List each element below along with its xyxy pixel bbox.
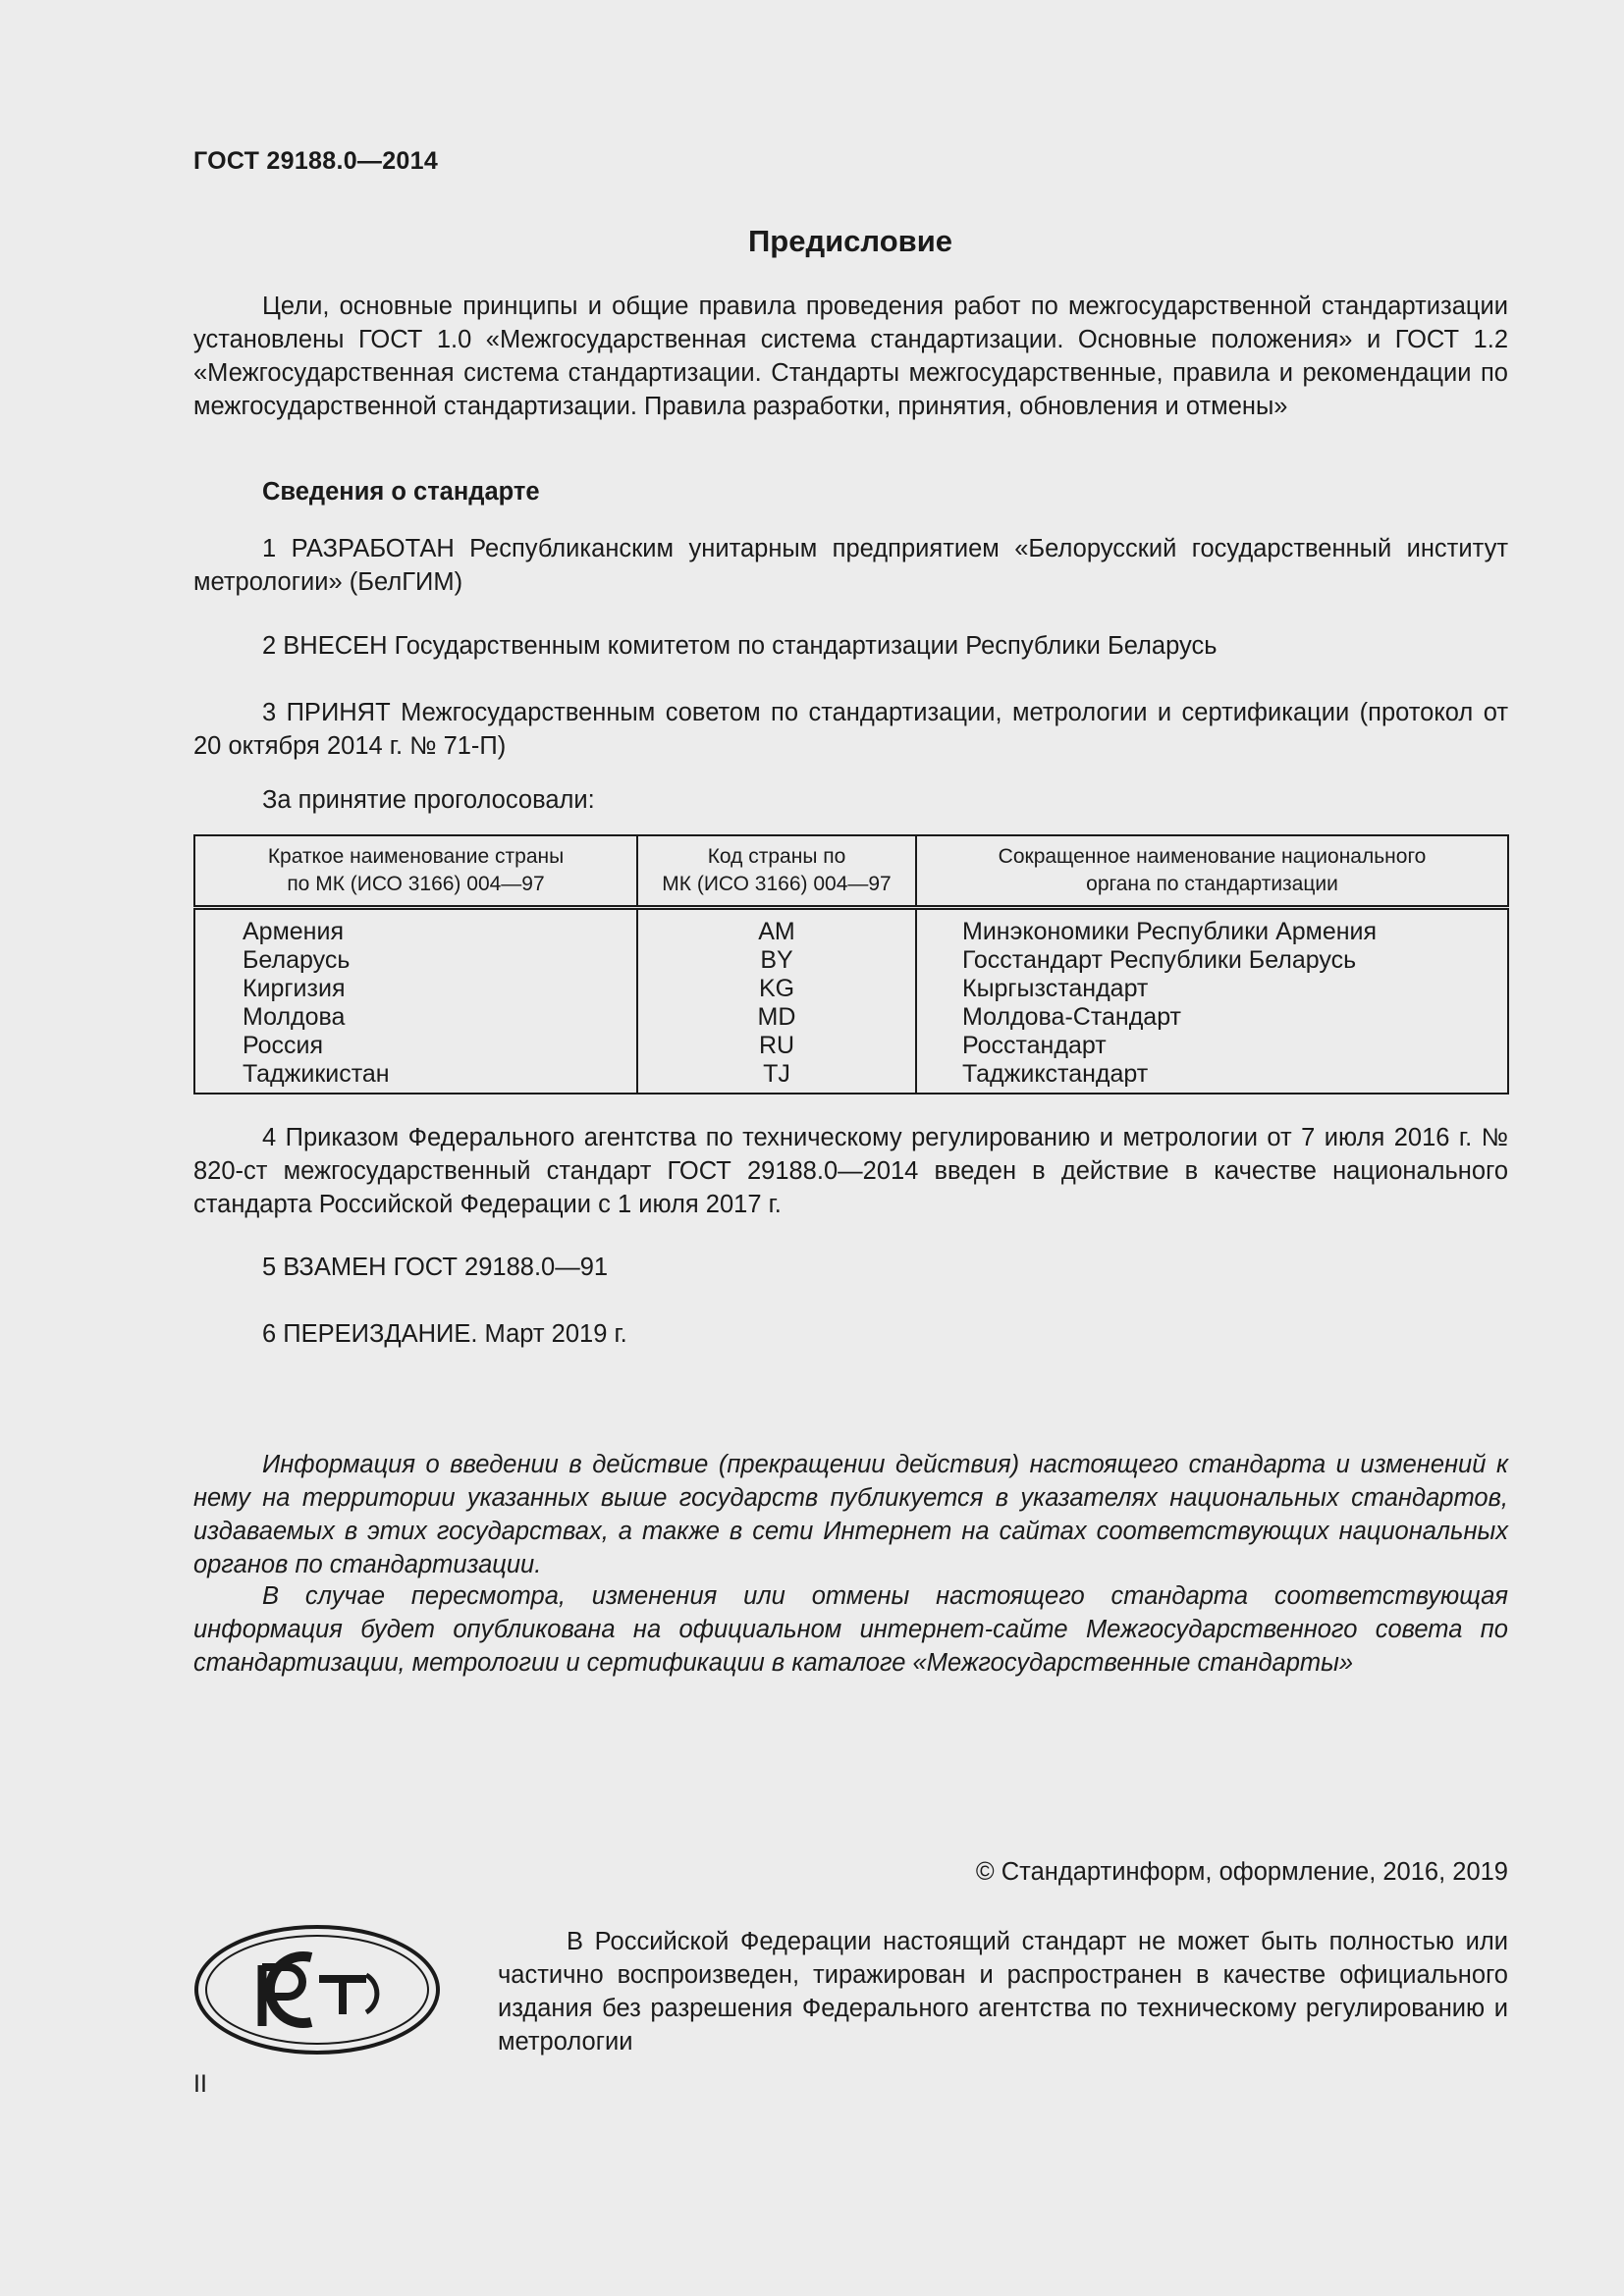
header-standards-body-line2: органа по стандартизации (1086, 873, 1338, 895)
item-3-adopted: 3 ПРИНЯТ Межгосударственным советом по стандартизации, метрологии и сертификации (протокол от 20 октября 2014 г. № 71-П) (193, 699, 1508, 760)
copyright-line: © Стандартинформ, оформление, 2016, 2019 (975, 1858, 1508, 1886)
country-name: Россия (243, 1032, 323, 1059)
header-country-code (637, 835, 916, 908)
standards-body: Минэкономики Республики Армения (962, 918, 1378, 945)
country-code: BY (760, 946, 793, 974)
standards-body: Молдова-Стандарт (962, 1003, 1181, 1031)
note-paragraph-1: Информация о введении в действие (прекращении действия) настоящего стандарта и изменений к нему на территории указанных выше государств публикуется в указателях национальных стандартов, издаваемых в этих государствах, а также в сети Интернет на сайтах соответствующих национальных органов по стандартизации. (193, 1451, 1508, 1578)
header-standards-body (916, 835, 1508, 908)
standards-body: Таджикстандарт (962, 1060, 1149, 1088)
standard-code-header: ГОСТ 29188.0—2014 (193, 147, 439, 175)
country-code: TJ (763, 1060, 790, 1088)
country-name: Молдова (243, 1003, 346, 1031)
table-body-row (194, 908, 1508, 1095)
info-heading: Сведения о стандарте (262, 478, 540, 506)
country-code: RU (758, 1032, 795, 1059)
voted-label: За принятие проголосовали: (262, 786, 595, 814)
intro-paragraph: Цели, основные принципы и общие правила проведения работ по межгосударственной стандартизации установлены ГОСТ 1.0 «Межгосударственная система стандартизации. Основные положения» и ГОСТ 1.2 «Межгосударственная система стандартизации. Стандарты межгосударственные, правила и рекомендации по межгосударственной стандартизации. Правила разработки, принятия, обновления и отмены» (193, 293, 1508, 420)
standards-bodies-cell (916, 908, 1508, 1095)
item-1-developed: 1 РАЗРАБОТАН Республиканским унитарным предприятием «Белорусский государственный институт метрологии» (БелГИМ) (193, 535, 1508, 596)
header-country-name (194, 835, 637, 908)
item-4-enacted: 4 Приказом Федерального агентства по техническому регулированию и метрологии от 7 июля 2016 г. № 820-ст межгосударственный стандарт ГОСТ 29188.0—2014 введен в действие в качестве национального стандарта Российской Федерации с 1 июля 2017 г. (193, 1124, 1508, 1218)
header-country-code-line2: МК (ИСО 3166) 004—97 (662, 873, 892, 895)
country-code: AM (758, 918, 795, 945)
country-names-cell (194, 908, 637, 1095)
standards-body: Госстандарт Республики Беларусь (962, 946, 1357, 974)
country-code: MD (757, 1003, 796, 1031)
item-5-replaces: 5 ВЗАМЕН ГОСТ 29188.0—91 (262, 1254, 609, 1281)
header-country-code-line1: Код страны по (707, 845, 846, 868)
header-standards-body-line1: Сокращенное наименование национального (998, 845, 1427, 868)
table-header-row (194, 835, 1508, 908)
standards-body: Кыргызстандарт (962, 975, 1149, 1002)
rst-logo (193, 1924, 441, 2056)
country-code: KG (758, 975, 795, 1002)
page-title: Предисловие (747, 224, 952, 258)
country-codes-cell (637, 908, 916, 1095)
header-country-name-line2: по МК (ИСО 3166) 004—97 (287, 873, 545, 895)
voting-countries-table (193, 834, 1509, 1095)
rst-logo-icon (193, 1924, 441, 2056)
note-paragraph-2: В случае пересмотра, изменения или отмены настоящего стандарта соответствующая информация будет опубликована на официальном интернет-сайте Межгосударственного совета по стандартизации, метрологии и сертификации в каталоге «Межгосударственные стандарты» (193, 1582, 1508, 1677)
page-number: II (193, 2070, 207, 2098)
country-name: Армения (243, 918, 344, 945)
country-name: Беларусь (243, 946, 351, 974)
country-name: Киргизия (243, 975, 346, 1002)
item-2-submitted: 2 ВНЕСЕН Государственным комитетом по стандартизации Республики Беларусь (262, 632, 1218, 660)
header-country-name-line1: Краткое наименование страны (267, 845, 565, 868)
standards-body: Росстандарт (962, 1032, 1107, 1059)
country-name: Таджикистан (243, 1060, 390, 1088)
reproduction-notice: В Российской Федерации настоящий стандарт не может быть полностью или частично воспроизведен, тиражирован и распространен в качестве официального издания без разрешения Федерального агентства по техническому регулированию и метрологии (498, 1928, 1508, 2056)
item-6-reissue: 6 ПЕРЕИЗДАНИЕ. Март 2019 г. (262, 1320, 627, 1348)
